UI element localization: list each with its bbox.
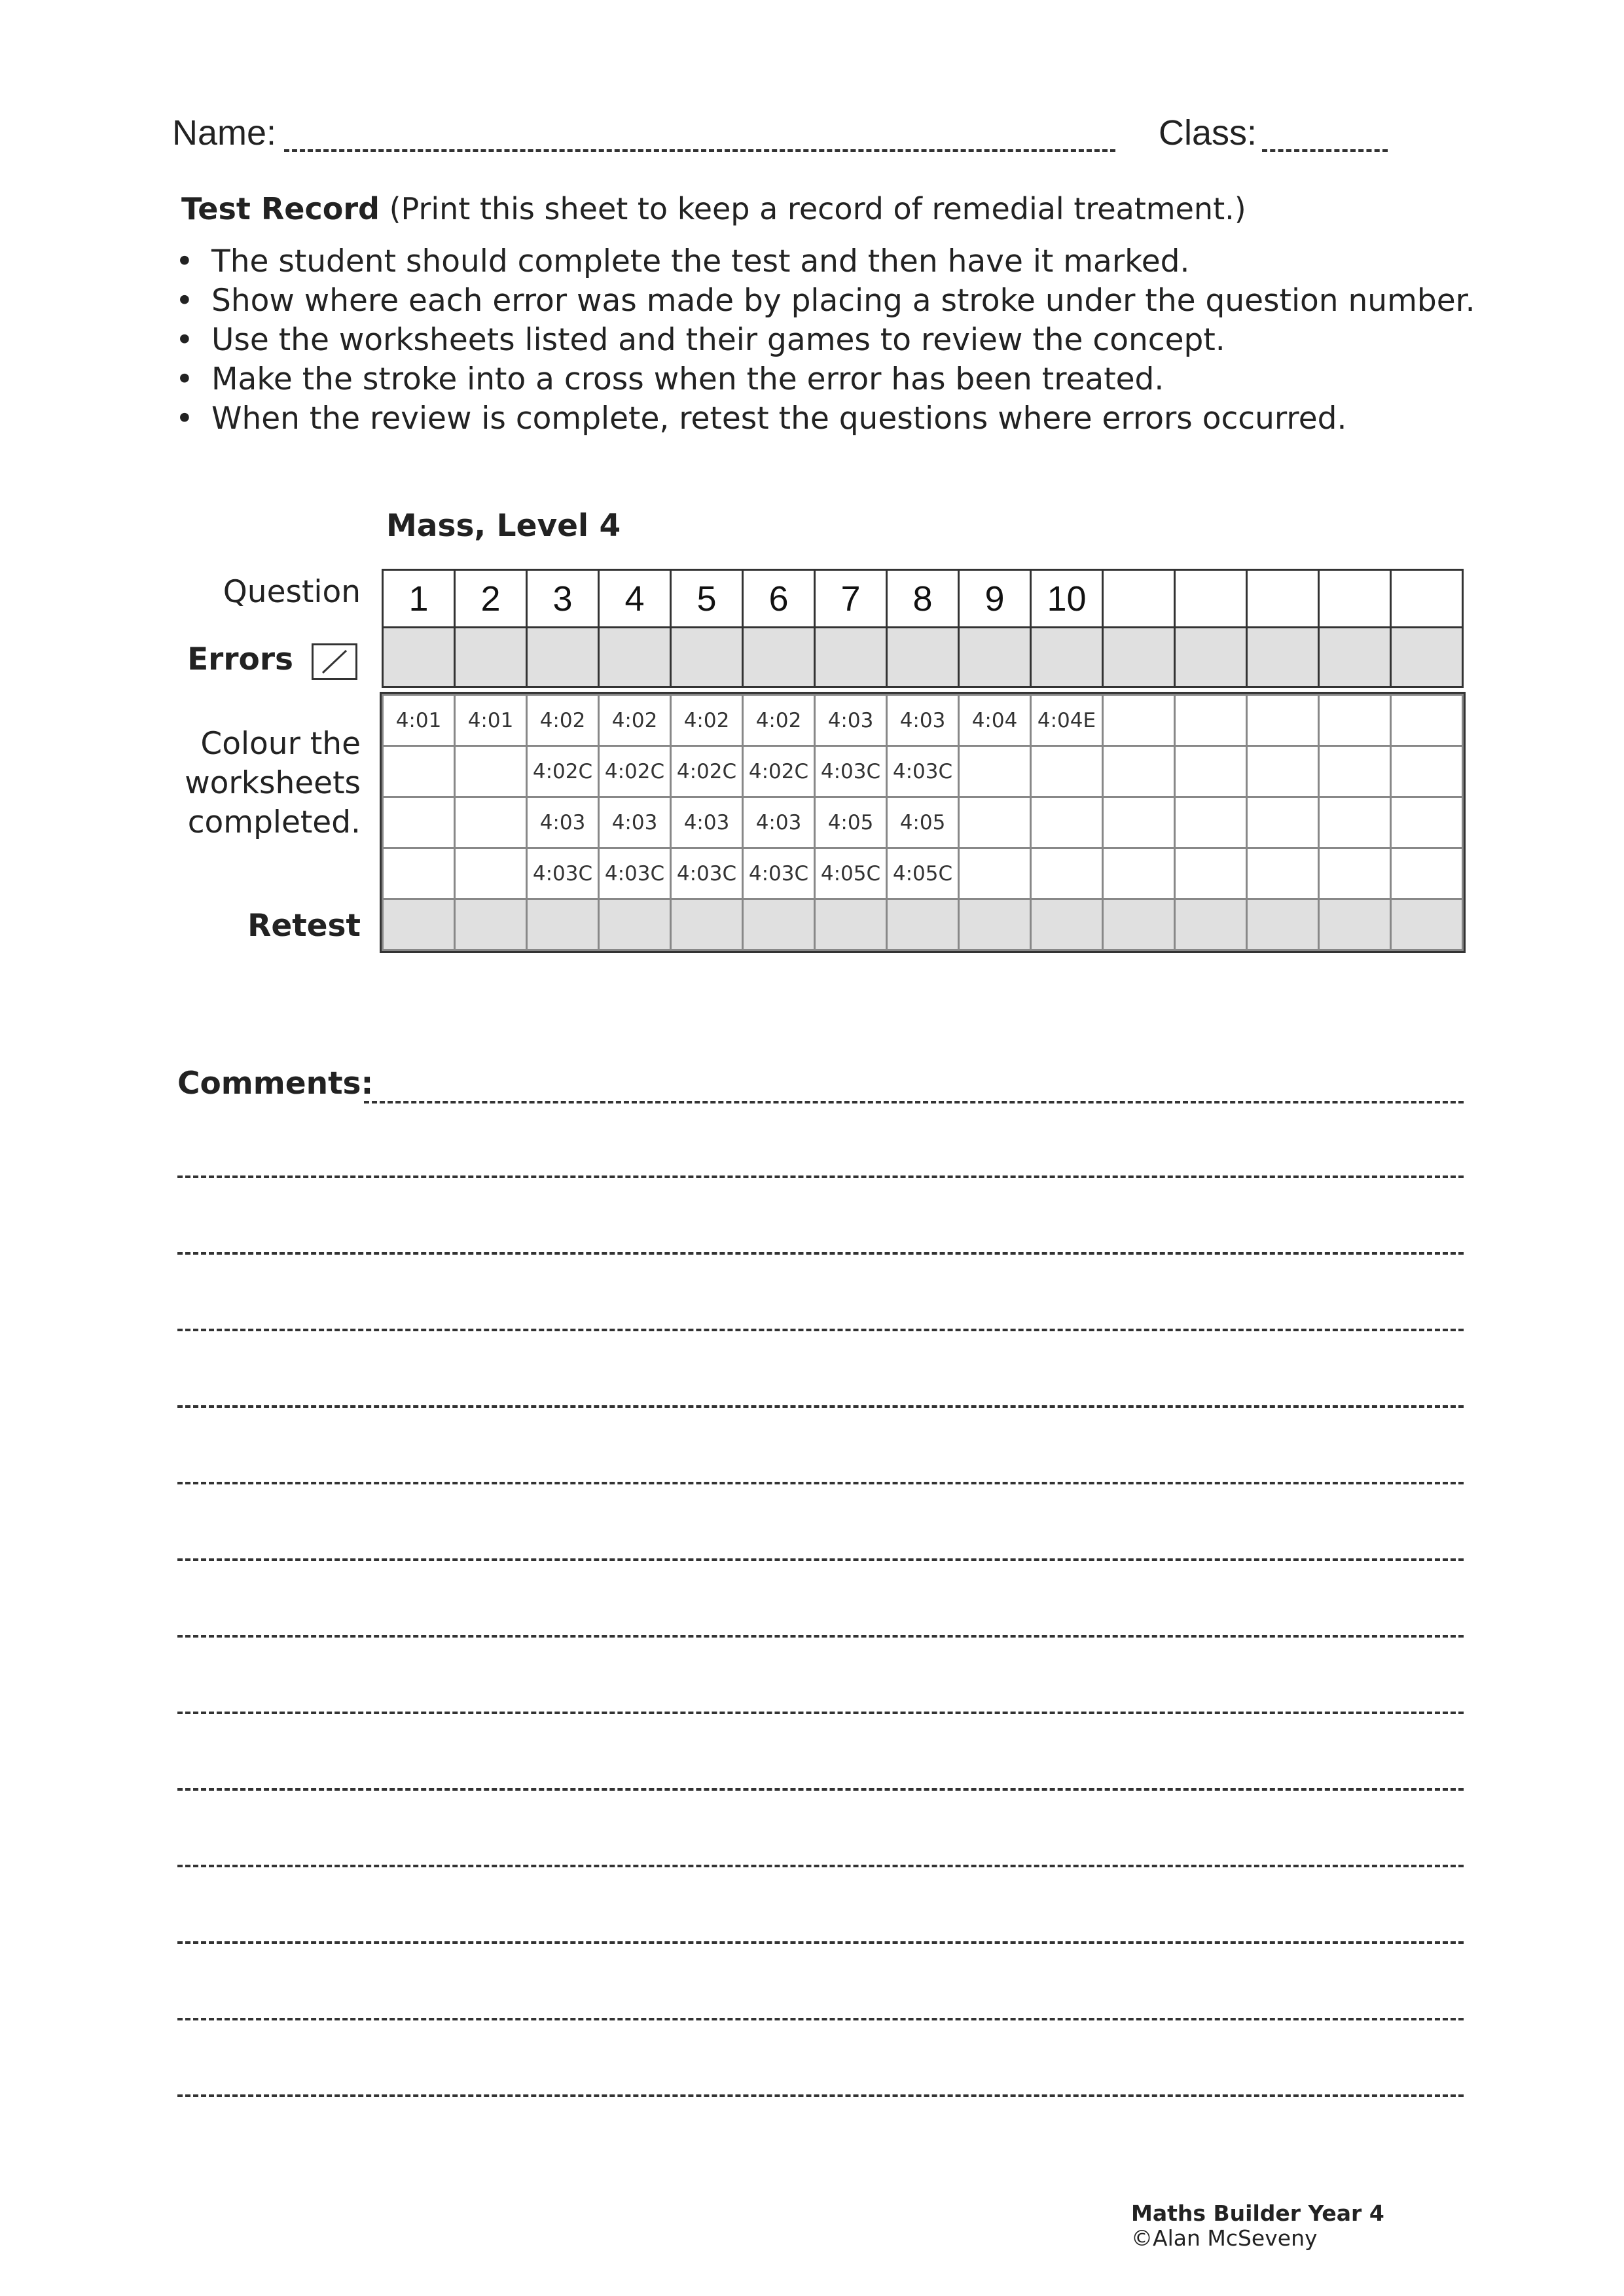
class-label: Class: bbox=[1159, 113, 1257, 152]
worksheet-cell[interactable] bbox=[1319, 695, 1391, 746]
worksheet-cell[interactable] bbox=[1319, 746, 1391, 797]
comment-line[interactable] bbox=[177, 1712, 1464, 1714]
worksheet-cell[interactable]: 4:02C bbox=[743, 746, 815, 797]
worksheet-cell[interactable]: 4:02 bbox=[599, 695, 671, 746]
worksheet-cell[interactable]: 4:05C bbox=[815, 848, 887, 899]
worksheet-cell[interactable]: 4:03 bbox=[887, 695, 959, 746]
question-number-cell: 3 bbox=[527, 570, 599, 628]
worksheet-cell[interactable] bbox=[383, 746, 455, 797]
worksheet-cell[interactable] bbox=[1247, 746, 1319, 797]
question-number-cell: 5 bbox=[671, 570, 743, 628]
worksheet-cell[interactable] bbox=[1103, 695, 1175, 746]
comment-line[interactable] bbox=[177, 1405, 1464, 1408]
retest-cell[interactable] bbox=[455, 899, 527, 950]
error-cell[interactable] bbox=[743, 628, 815, 687]
retest-cell[interactable] bbox=[1391, 899, 1463, 950]
worksheet-cell[interactable]: 4:04E bbox=[1031, 695, 1103, 746]
worksheet-cell[interactable]: 4:05 bbox=[815, 797, 887, 848]
comment-line[interactable] bbox=[177, 1252, 1464, 1255]
error-cell[interactable] bbox=[671, 628, 743, 687]
worksheet-cell[interactable] bbox=[1175, 848, 1247, 899]
error-cell[interactable] bbox=[383, 628, 455, 687]
question-number-cell: 7 bbox=[815, 570, 887, 628]
worksheet-cell[interactable] bbox=[1103, 848, 1175, 899]
worksheet-cell[interactable] bbox=[1031, 848, 1103, 899]
worksheet-cell[interactable]: 4:03C bbox=[887, 746, 959, 797]
question-number-cell bbox=[1175, 570, 1247, 628]
error-cell[interactable] bbox=[1319, 628, 1391, 687]
worksheet-cell[interactable] bbox=[383, 797, 455, 848]
retest-cell[interactable] bbox=[1103, 899, 1175, 950]
comment-line[interactable] bbox=[177, 1175, 1464, 1178]
retest-row bbox=[383, 899, 1463, 950]
worksheet-cell[interactable] bbox=[1391, 848, 1463, 899]
worksheet-cell[interactable]: 4:02C bbox=[599, 746, 671, 797]
question-number-cell: 10 bbox=[1031, 570, 1103, 628]
instruction-item: • Use the worksheets listed and their games to review the concept. bbox=[175, 321, 1475, 360]
worksheet-cell[interactable]: 4:03C bbox=[671, 848, 743, 899]
worksheet-cell[interactable] bbox=[959, 746, 1031, 797]
worksheet-cell[interactable]: 4:02 bbox=[743, 695, 815, 746]
question-number-cell bbox=[1319, 570, 1391, 628]
worksheet-cell[interactable] bbox=[1175, 746, 1247, 797]
worksheet-cell[interactable]: 4:03C bbox=[743, 848, 815, 899]
instructions-list bbox=[175, 242, 1475, 439]
worksheet-cell[interactable] bbox=[1031, 746, 1103, 797]
worksheet-cell[interactable]: 4:05 bbox=[887, 797, 959, 848]
comment-line[interactable] bbox=[177, 1941, 1464, 1944]
retest-label: Retest bbox=[247, 908, 361, 944]
worksheet-cell[interactable] bbox=[1031, 797, 1103, 848]
stroke-key-icon bbox=[312, 643, 357, 680]
class-field[interactable] bbox=[1262, 149, 1388, 152]
worksheet-cell[interactable] bbox=[1391, 797, 1463, 848]
retest-cell[interactable] bbox=[383, 899, 455, 950]
worksheet-cell[interactable] bbox=[1247, 695, 1319, 746]
retest-cell[interactable] bbox=[599, 899, 671, 950]
question-label: Question bbox=[223, 574, 361, 610]
error-cell[interactable] bbox=[1247, 628, 1319, 687]
retest-cell[interactable] bbox=[743, 899, 815, 950]
error-cell[interactable] bbox=[1391, 628, 1463, 687]
worksheet-cell[interactable] bbox=[383, 848, 455, 899]
worksheet-cell[interactable] bbox=[455, 746, 527, 797]
worksheet-cell[interactable]: 4:01 bbox=[455, 695, 527, 746]
error-cell[interactable] bbox=[1103, 628, 1175, 687]
retest-cell[interactable] bbox=[671, 899, 743, 950]
worksheet-row bbox=[383, 848, 1463, 899]
worksheet-cell[interactable]: 4:02C bbox=[527, 746, 599, 797]
footer-title: Maths Builder Year 4 bbox=[1131, 2200, 1384, 2226]
worksheet-cell[interactable] bbox=[1247, 797, 1319, 848]
retest-cell[interactable] bbox=[1031, 899, 1103, 950]
comment-line[interactable] bbox=[177, 2018, 1464, 2020]
name-label: Name: bbox=[172, 113, 277, 152]
error-cell[interactable] bbox=[887, 628, 959, 687]
instruction-item: • The student should complete the test and then have it marked. bbox=[175, 242, 1475, 281]
worksheets-label bbox=[185, 725, 361, 842]
retest-cell[interactable] bbox=[1247, 899, 1319, 950]
question-number-cell: 8 bbox=[887, 570, 959, 628]
worksheet-cell[interactable]: 4:03 bbox=[743, 797, 815, 848]
error-cell[interactable] bbox=[1031, 628, 1103, 687]
worksheet-cell[interactable] bbox=[1247, 848, 1319, 899]
footer-copyright: ©Alan McSeveny bbox=[1131, 2225, 1318, 2251]
worksheet-row bbox=[383, 746, 1463, 797]
worksheet-cell[interactable]: 4:03 bbox=[527, 797, 599, 848]
retest-cell[interactable] bbox=[527, 899, 599, 950]
worksheet-cell[interactable]: 4:02C bbox=[671, 746, 743, 797]
name-field[interactable] bbox=[284, 149, 1115, 152]
comment-line[interactable] bbox=[177, 1635, 1464, 1638]
test-record-heading bbox=[181, 191, 1246, 226]
worksheet-cell[interactable]: 4:03 bbox=[599, 797, 671, 848]
worksheet-cell[interactable] bbox=[455, 797, 527, 848]
comment-line[interactable] bbox=[177, 1329, 1464, 1331]
question-number-cell bbox=[1103, 570, 1175, 628]
worksheet-cell[interactable]: 4:03 bbox=[815, 695, 887, 746]
worksheet-cell[interactable]: 4:03 bbox=[671, 797, 743, 848]
worksheet-cell[interactable]: 4:01 bbox=[383, 695, 455, 746]
instruction-item: • Show where each error was made by placing a stroke under the question number. bbox=[175, 281, 1475, 321]
question-number-row bbox=[383, 570, 1463, 628]
worksheet-row bbox=[383, 797, 1463, 848]
test-record-note: (Print this sheet to keep a record of remedial treatment.) bbox=[389, 191, 1246, 226]
comment-line[interactable] bbox=[177, 1558, 1464, 1561]
error-cell[interactable] bbox=[1175, 628, 1247, 687]
question-number-cell: 2 bbox=[455, 570, 527, 628]
worksheet-cell[interactable]: 4:03C bbox=[815, 746, 887, 797]
comments-label: Comments: bbox=[177, 1066, 374, 1102]
error-cell[interactable] bbox=[959, 628, 1031, 687]
worksheet-cell[interactable] bbox=[1103, 746, 1175, 797]
error-cell[interactable] bbox=[815, 628, 887, 687]
comment-line[interactable] bbox=[177, 2094, 1464, 2097]
retest-cell[interactable] bbox=[887, 899, 959, 950]
worksheet-row bbox=[383, 695, 1463, 746]
worksheet-cell[interactable] bbox=[1391, 746, 1463, 797]
worksheets-label-line: Colour the bbox=[200, 726, 361, 762]
test-record-title: Test Record bbox=[181, 191, 380, 226]
retest-cell[interactable] bbox=[815, 899, 887, 950]
worksheet-cell[interactable]: 4:04 bbox=[959, 695, 1031, 746]
error-cell[interactable] bbox=[527, 628, 599, 687]
instruction-item: • Make the stroke into a cross when the error has been treated. bbox=[175, 360, 1475, 399]
question-number-cell: 6 bbox=[743, 570, 815, 628]
question-number-cell: 1 bbox=[383, 570, 455, 628]
question-number-cell: 4 bbox=[599, 570, 671, 628]
worksheet-cell[interactable] bbox=[1175, 797, 1247, 848]
error-cell[interactable] bbox=[455, 628, 527, 687]
retest-cell[interactable] bbox=[959, 899, 1031, 950]
worksheet-cell[interactable]: 4:05C bbox=[887, 848, 959, 899]
question-number-cell bbox=[1247, 570, 1319, 628]
worksheets-label-line: completed. bbox=[187, 804, 361, 840]
question-number-cell bbox=[1391, 570, 1463, 628]
worksheet-cell[interactable] bbox=[1103, 797, 1175, 848]
worksheet-cell[interactable] bbox=[959, 797, 1031, 848]
worksheet-cell[interactable] bbox=[1319, 797, 1391, 848]
worksheets-label-line: worksheets bbox=[185, 765, 361, 801]
worksheets-table bbox=[382, 694, 1464, 951]
worksheet-cell[interactable]: 4:03C bbox=[527, 848, 599, 899]
errors-row bbox=[383, 628, 1463, 687]
error-cell[interactable] bbox=[599, 628, 671, 687]
comment-line[interactable] bbox=[177, 1865, 1464, 1867]
worksheet-cell[interactable] bbox=[959, 848, 1031, 899]
retest-cell[interactable] bbox=[1319, 899, 1391, 950]
errors-label: Errors bbox=[187, 641, 293, 677]
worksheet-cell[interactable] bbox=[1391, 695, 1463, 746]
worksheet-cell[interactable] bbox=[1319, 848, 1391, 899]
retest-cell[interactable] bbox=[1175, 899, 1247, 950]
question-number-cell: 9 bbox=[959, 570, 1031, 628]
question-table bbox=[382, 569, 1464, 688]
instruction-item: • When the review is complete, retest the questions where errors occurred. bbox=[175, 399, 1475, 439]
table-title: Mass, Level 4 bbox=[386, 508, 621, 544]
worksheet-cell[interactable]: 4:02 bbox=[527, 695, 599, 746]
comment-line[interactable] bbox=[177, 1788, 1464, 1791]
worksheet-cell[interactable]: 4:03C bbox=[599, 848, 671, 899]
worksheet-cell[interactable] bbox=[1175, 695, 1247, 746]
worksheet-cell[interactable] bbox=[455, 848, 527, 899]
comment-line[interactable] bbox=[177, 1482, 1464, 1484]
worksheet-cell[interactable]: 4:02 bbox=[671, 695, 743, 746]
comment-line[interactable] bbox=[364, 1101, 1464, 1103]
